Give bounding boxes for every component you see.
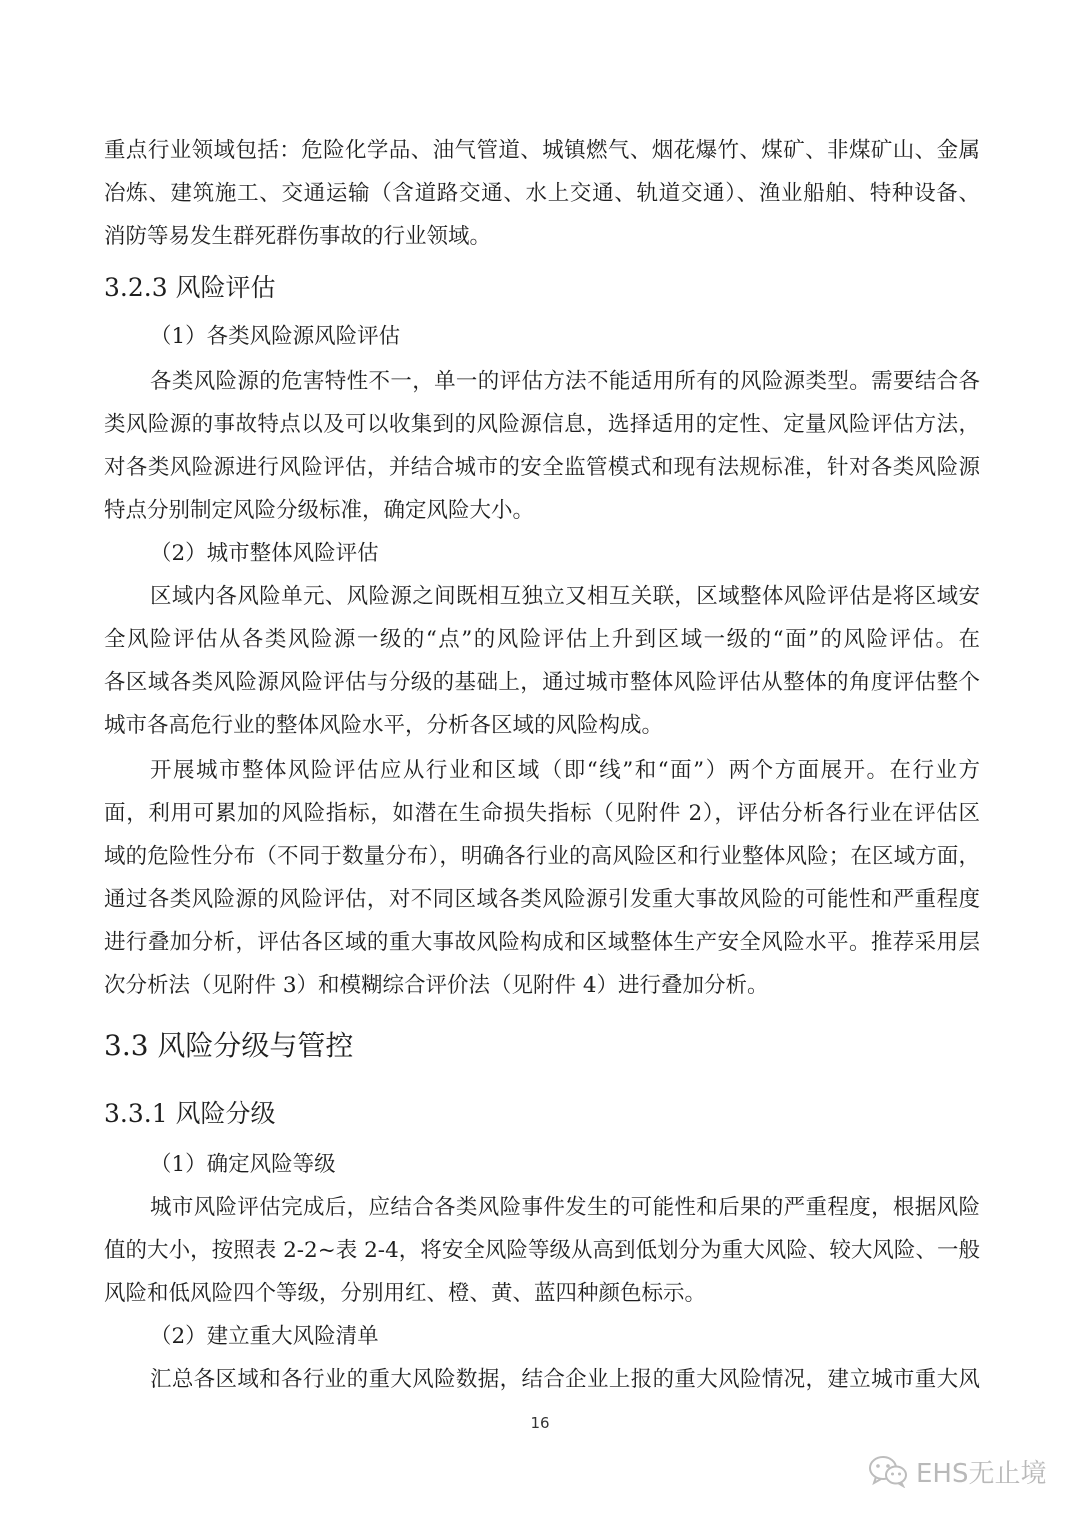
paragraph-line: 城市各高危行业的整体风险水平，分析各区域的风险构成。	[104, 713, 664, 738]
paragraph-line: 对各类风险源进行风险评估，并结合城市的安全监管模式和现有法规标准，针对各类风险源	[104, 455, 980, 480]
paragraph-line: 进行叠加分析，评估各区域的重大事故风险构成和区域整体生产安全风险水平。推荐采用层	[104, 930, 980, 955]
paragraph-line: 特点分别制定风险分级标准，确定风险大小。	[104, 498, 535, 523]
paragraph-line: 域的危险性分布（不同于数量分布），明确各行业的高风险区和行业整体风险；在区域方面，	[104, 844, 980, 869]
section-heading-3-3-1: 3.3.1 风险分级	[104, 1099, 276, 1128]
paragraph-line: 值的大小，按照表 2-2~表 2-4，将安全风险等级从高到低划分为重大风险、较大风险、一般	[104, 1238, 980, 1263]
paragraph-line: 通过各类风险源的风险评估，对不同区域各类风险源引发重大事故风险的可能性和严重程度	[104, 887, 980, 912]
subheading-risk-source-assessment: （1）各类风险源风险评估	[150, 324, 401, 349]
paragraph-line: 风险和低风险四个等级，分别用红、橙、黄、蓝四种颜色标示。	[104, 1281, 707, 1306]
paragraph-line: 区域内各风险单元、风险源之间既相互独立又相互关联，区域整体风险评估是将区域安	[150, 584, 980, 609]
page-number: 16	[530, 1414, 550, 1432]
paragraph-line: 各类风险源的危害特性不一，单一的评估方法不能适用所有的风险源类型。需要结合各	[150, 369, 980, 394]
watermark-text: EHS无止境	[916, 1458, 1047, 1489]
paragraph-line: 城市风险评估完成后，应结合各类风险事件发生的可能性和后果的严重程度，根据风险	[150, 1195, 980, 1220]
paragraph-line: 各区域各类风险源风险评估与分级的基础上，通过城市整体风险评估从整体的角度评估整个	[104, 670, 980, 695]
paragraph-line: 开展城市整体风险评估应从行业和区域（即“线”和“面”）两个方面展开。在行业方	[150, 758, 980, 783]
subheading-determine-risk-level: （1）确定风险等级	[150, 1152, 336, 1177]
section-heading-3-3: 3.3 风险分级与管控	[104, 1029, 354, 1062]
paragraph-line: 汇总各区域和各行业的重大风险数据，结合企业上报的重大风险情况，建立城市重大风	[150, 1367, 980, 1392]
paragraph-line: 次分析法（见附件 3）和模糊综合评价法（见附件 4）进行叠加分析。	[104, 973, 769, 998]
section-heading-3-2-3: 3.2.3 风险评估	[104, 273, 276, 302]
subheading-major-risk-list: （2）建立重大风险清单	[150, 1324, 379, 1349]
paragraph-line: 消防等易发生群死群伤事故的行业领域。	[104, 224, 492, 249]
watermark	[868, 1451, 1046, 1491]
paragraph-line: 面，利用可累加的风险指标，如潜在生命损失指标（见附件 2），评估分析各行业在评估区	[104, 801, 980, 826]
paragraph-line: 重点行业领域包括：危险化学品、油气管道、城镇燃气、烟花爆竹、煤矿、非煤矿山、金属	[104, 138, 980, 163]
paragraph-line: 冶炼、建筑施工、交通运输（含道路交通、水上交通、轨道交通）、渔业船舶、特种设备、	[104, 181, 980, 206]
wechat-icon	[868, 1454, 908, 1488]
subheading-city-overall-assessment: （2）城市整体风险评估	[150, 541, 379, 566]
paragraph-line: 全风险评估从各类风险源一级的“点”的风险评估上升到区域一级的“面”的风险评估。在	[104, 627, 980, 652]
paragraph-line: 类风险源的事故特点以及可以收集到的风险源信息，选择适用的定性、定量风险评估方法，	[104, 412, 980, 437]
